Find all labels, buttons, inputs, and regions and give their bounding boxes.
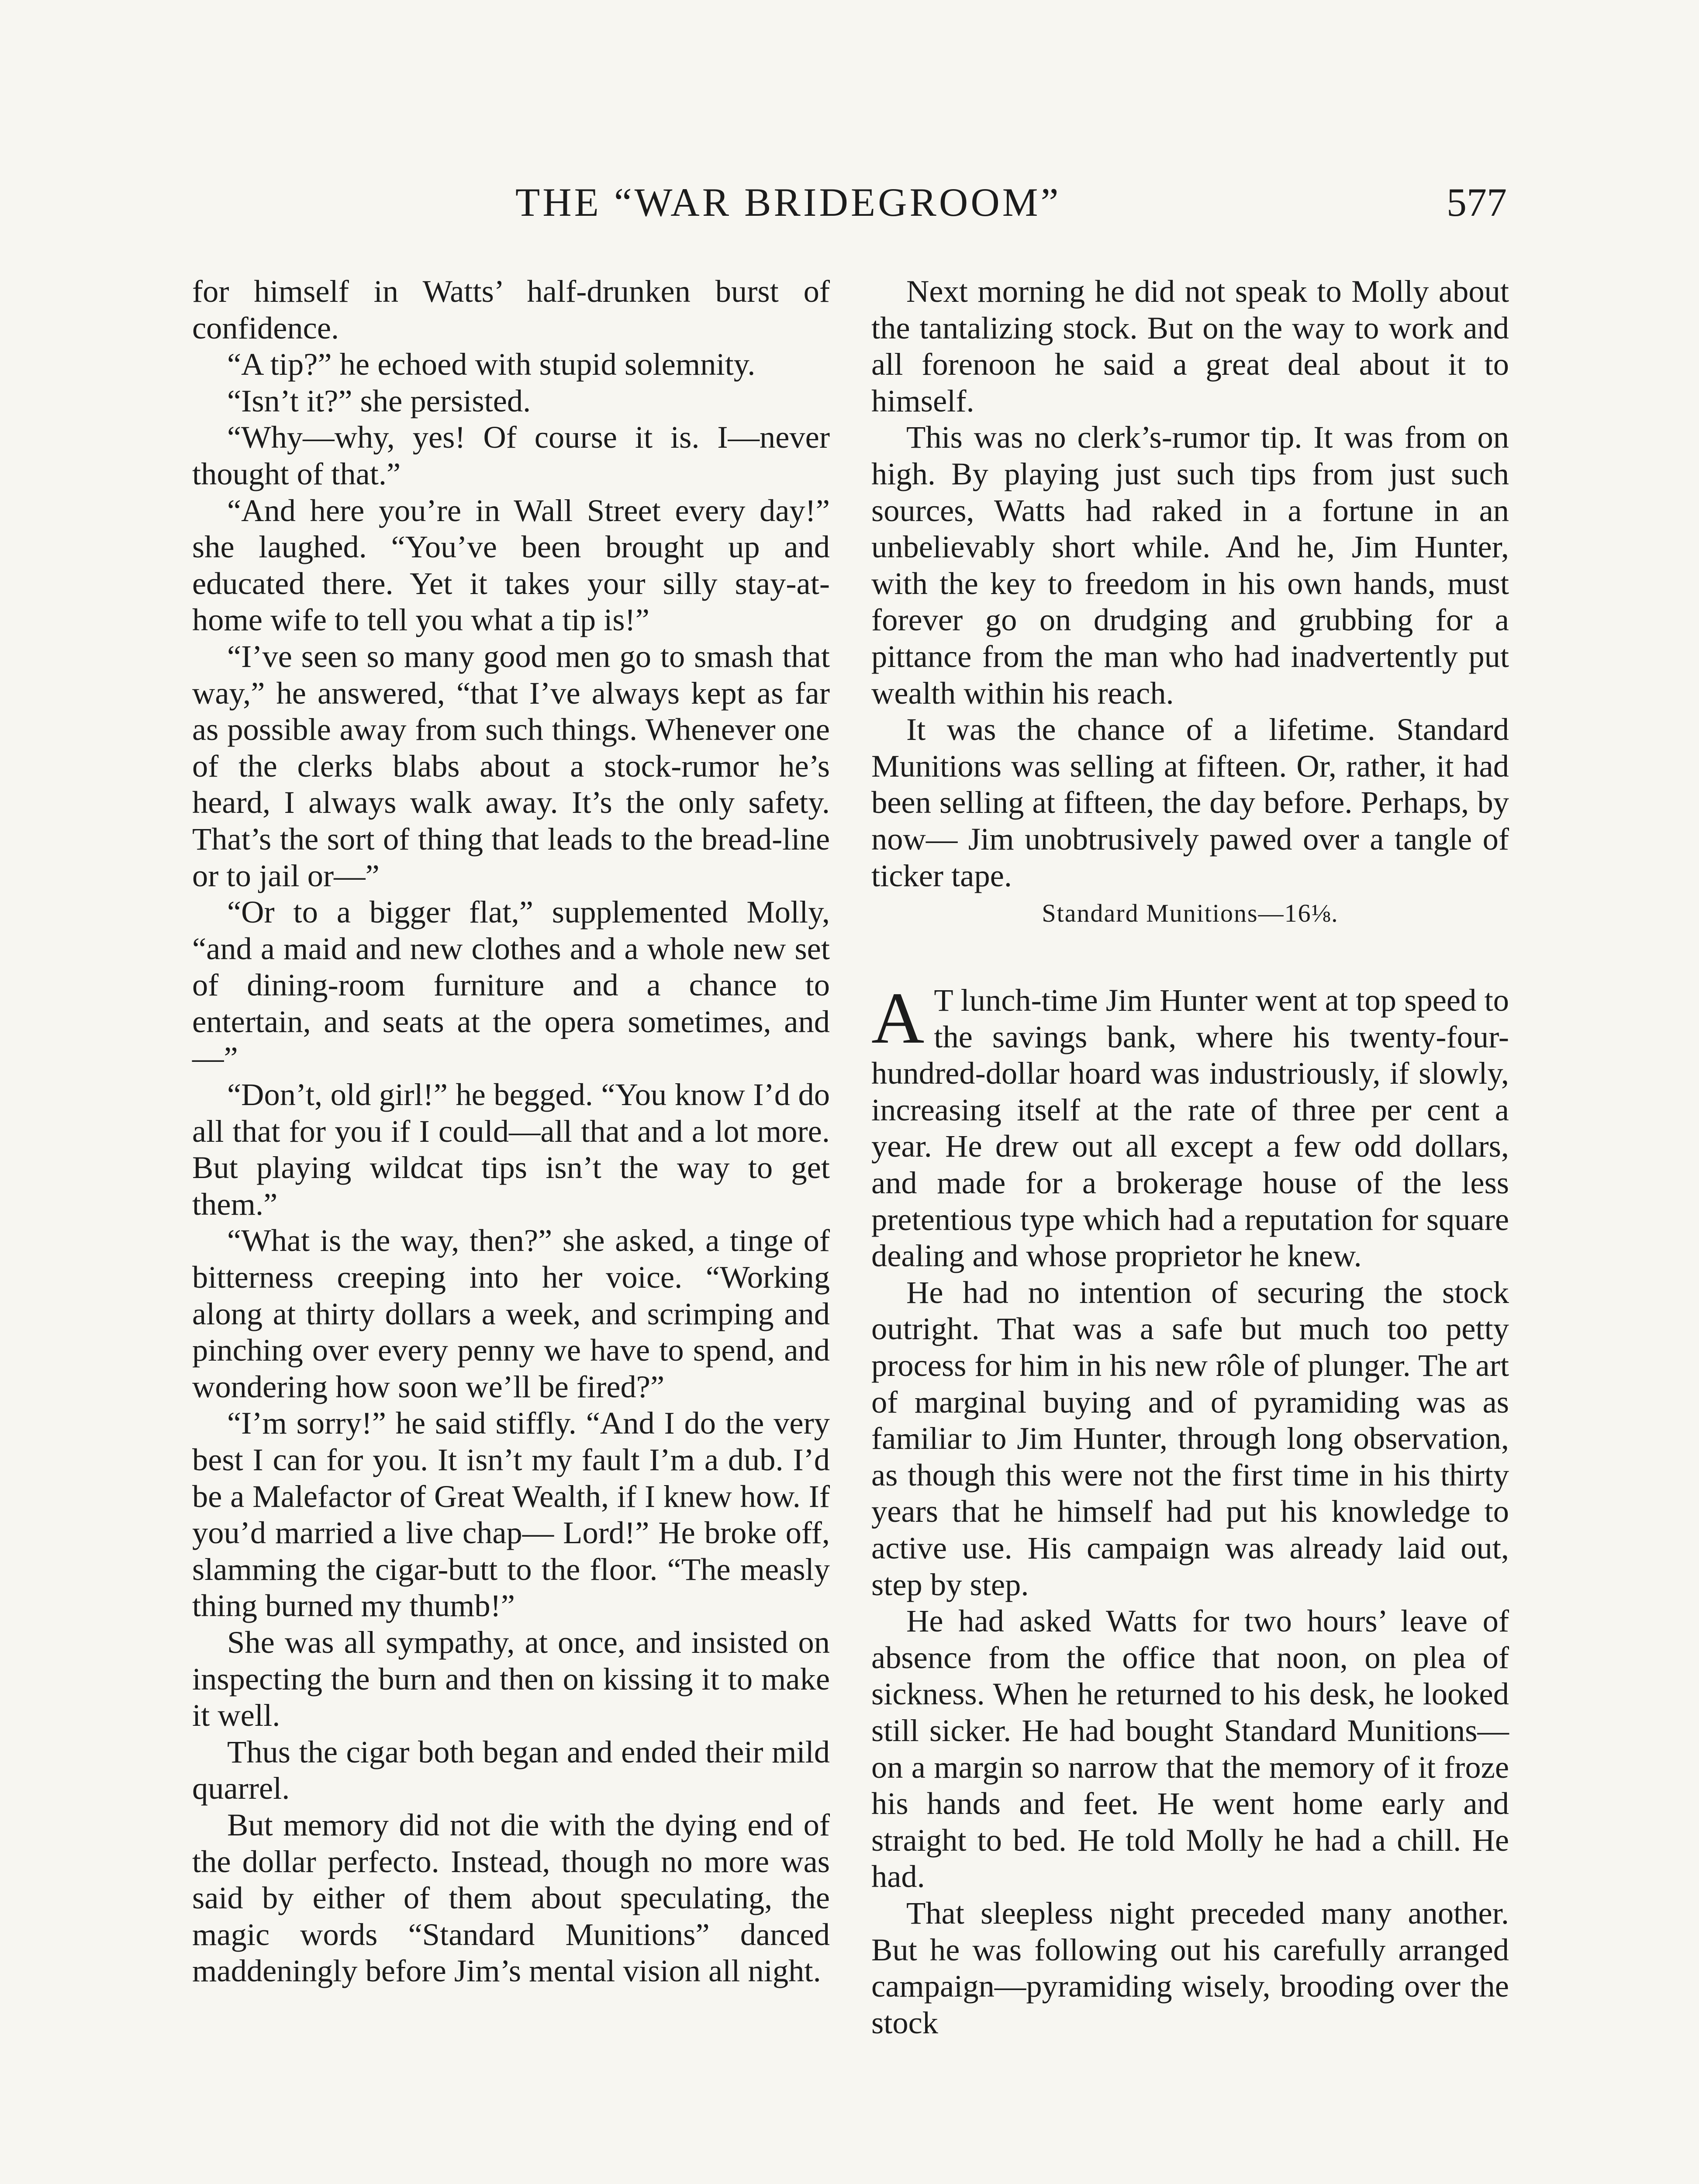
running-head-title: THE “WAR BRIDEGROOM” xyxy=(515,180,1061,225)
body-paragraph: “Don’t, old girl!” he begged. “You know I’d do all that for you if I could—all that and a lot more. But playing wildcat tips isn’t the way to get them.” xyxy=(192,1077,830,1222)
section-opening-paragraph xyxy=(871,978,1509,1274)
body-paragraph: But memory did not die with the dying end of the dollar perfecto. Instead, though no more was said by either of them about speculating, the magic words “Standard Munitions” danced maddeningly before Jim’s mental vision all night. xyxy=(192,1807,830,1989)
right-text-column xyxy=(871,273,1509,2041)
body-paragraph: Next morning he did not speak to Molly about the tantalizing stock. But on the way to work and all forenoon he said a great deal about it to himself. xyxy=(871,273,1509,418)
body-paragraph: “Or to a bigger flat,” supplemented Molly, “and a maid and new clothes and a whole new set of dining-room furniture and a chance to entertain, and seats at the opera sometimes, and—” xyxy=(192,894,830,1076)
section-break xyxy=(871,933,1509,982)
body-paragraph: “Isn’t it?” she persisted. xyxy=(227,383,531,418)
page-number: 577 xyxy=(1447,180,1507,225)
stock-quote-line: Standard Munitions—16⅛. xyxy=(1042,899,1339,928)
body-paragraph: He had no intention of securing the stock outright. That was a safe but much too petty process for him in his new rôle of plunger. The art of marginal buying and of pyramiding was as familiar to Jim Hunter, through long observation, as though this were not the first time in his thirty years that he himself had put his knowledge to active use. His campaign was already laid out, step by step. xyxy=(871,1274,1509,1602)
body-paragraph: for himself in Watts’ half-drunken burst of confidence. xyxy=(192,273,830,346)
body-paragraph: It was the chance of a lifetime. Standard Munitions was selling at fifteen. Or, rather, it had been selling at fifteen, the day before. Perhaps, by now— Jim unobtrusively pawed over a tangle of ticker tape. xyxy=(871,712,1509,893)
body-paragraph: “I’ve seen so many good men go to smash that way,” he answered, “that I’ve always kept as far as possible away from such things. Whenever one of the clerks blabs about a stock-rumor he’s heard, I always walk away. It’s the only safety. That’s the sort of thing that leads to the bread-line or to jail or—” xyxy=(192,638,830,893)
body-paragraph: “A tip?” he echoed with stupid solemnity. xyxy=(227,346,756,382)
body-paragraph: She was all sympathy, at once, and insisted on inspecting the burn and then on kissing it to make it well. xyxy=(192,1624,830,1733)
paragraph-text: T lunch-time Jim Hunter went at top speed to the savings bank, where his twenty-four-hundred-dollar hoard was industriously, if slowly, increasing itself at the rate of three per cent a year. He drew out all except a few odd dollars, and made for a brokerage house of the less pretentious type which had a reputation for square dealing and whose proprietor he knew. xyxy=(871,982,1509,1274)
body-paragraph: He had asked Watts for two hours’ leave of absence from the office that noon, on plea of sickness. When he returned to his desk, he looked still sicker. He had bought Standard Munitions—on a margin so narrow that the memory of it froze his hands and feet. He went home early and straight to bed. He told Molly he had a chill. He had. xyxy=(871,1603,1509,1894)
body-paragraph: This was no clerk’s-rumor tip. It was from on high. By playing just such tips from just such sources, Watts had raked in a fortune in an unbelievably short while. And he, Jim Hunter, with the key to freedom in his own hands, must forever go on drudging and grubbing for a pittance from the man who had inadvertently put wealth within his reach. xyxy=(871,419,1509,711)
body-paragraph: “What is the way, then?” she asked, a tinge of bitterness creeping into her voice. “Working along at thirty dollars a week, and scrimping and pinching over every penny we have to spend, and wondering how soon we’ll be fired?” xyxy=(192,1223,830,1404)
page-header xyxy=(192,179,1507,227)
drop-cap: A xyxy=(871,978,925,1059)
body-paragraph: “Why—why, yes! Of course it is. I—never thought of that.” xyxy=(192,419,830,491)
left-text-column xyxy=(192,273,830,1989)
body-paragraph: Thus the cigar both began and ended their mild quarrel. xyxy=(192,1734,830,1806)
body-paragraph: That sleepless night preceded many another. But he was following out his carefully arranged campaign—pyramiding wisely, brooding over the stock xyxy=(871,1895,1509,2040)
body-paragraph: “I’m sorry!” he said stiffly. “And I do the very best I can for you. It isn’t my fault I’m a dub. I’d be a Malefactor of Great Wealth, if I knew how. If you’d married a live chap— Lord!” He broke off, slamming the cigar-butt to the floor. “The measly thing burned my thumb!” xyxy=(192,1405,830,1624)
body-paragraph: “And here you’re in Wall Street every day!” she laughed. “You’ve been brought up and educated there. Yet it takes your silly stay-at-home wife to tell you what a tip is!” xyxy=(192,492,830,638)
